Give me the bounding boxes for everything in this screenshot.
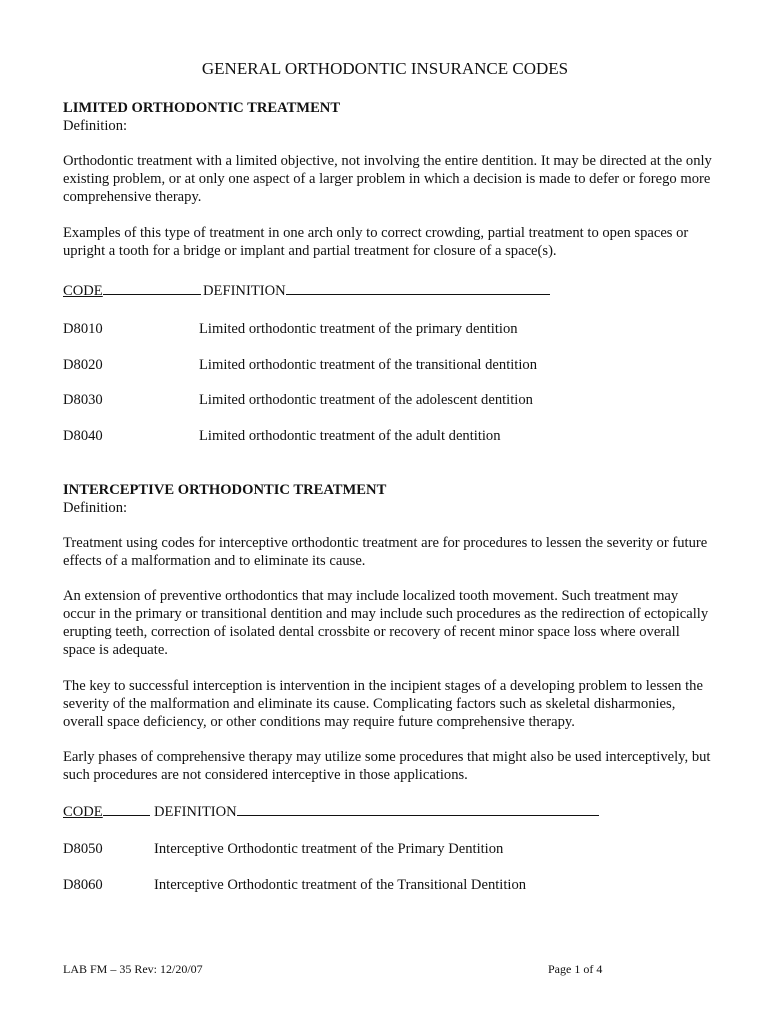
limited-paragraph: Examples of this type of treatment in one arch only to correct crowding, partial treatment to open spaces or upright a tooth for a bridge or implant and partial treatment for closure of a space(s). xyxy=(63,225,689,259)
code-cell: D8010 xyxy=(63,321,103,337)
header-underline xyxy=(237,802,599,816)
interceptive-definition-header xyxy=(154,802,599,821)
definition-cell: Limited orthodontic treatment of the transitional dentition xyxy=(199,357,538,373)
code-cell: D8060 xyxy=(63,877,103,893)
interceptive-paragraph: The key to successful interception is intervention in the incipient stages of a developing problem to lessen the severity of the malformation and eliminate its cause. Complicating factors such as skeletal disharmonies, overall space deficiency, or other conditions may require future comprehensive therapy. xyxy=(63,678,703,730)
header-underline xyxy=(103,281,201,295)
limited-paragraph: Orthodontic treatment with a limited objective, not involving the entire dentition. It may be directed at the only existing problem, or at only one aspect of a larger problem in which a decision is made to defer or forego more comprehensive therapy. xyxy=(63,153,712,205)
limited-section-heading: LIMITED ORTHODONTIC TREATMENT xyxy=(63,100,341,116)
footer-page-number: Page 1 of 4 xyxy=(548,962,603,976)
column-header-definition: DEFINITION xyxy=(203,283,286,299)
definition-cell: Limited orthodontic treatment of the adult dentition xyxy=(199,428,501,444)
interceptive-code-header xyxy=(63,802,150,821)
definition-cell: Limited orthodontic treatment of the primary dentition xyxy=(199,321,518,337)
definition-cell: Limited orthodontic treatment of the adolescent dentition xyxy=(199,392,533,408)
limited-code-header xyxy=(63,281,201,300)
code-cell: D8040 xyxy=(63,428,103,444)
header-underline xyxy=(286,281,550,295)
code-cell: D8020 xyxy=(63,357,103,373)
code-cell: D8030 xyxy=(63,392,103,408)
code-cell: D8050 xyxy=(63,841,103,857)
column-header-code: CODE xyxy=(63,283,103,299)
limited-definition-label: Definition: xyxy=(63,118,128,134)
column-header-definition: DEFINITION xyxy=(154,804,237,820)
interceptive-paragraph: Early phases of comprehensive therapy may utilize some procedures that might also be used interceptively, but such procedures are not considered interceptive in those applications. xyxy=(63,749,711,783)
definition-cell: Interceptive Orthodontic treatment of the Transitional Dentition xyxy=(154,877,527,893)
interceptive-definition-label: Definition: xyxy=(63,500,128,516)
interceptive-paragraph: Treatment using codes for interceptive orthodontic treatment are for procedures to lessen the severity or future effects of a malformation and to eliminate its cause. xyxy=(63,535,708,569)
limited-definition-header xyxy=(203,281,550,300)
footer-form-revision: LAB FM – 35 Rev: 12/20/07 xyxy=(63,962,203,976)
column-header-code: CODE xyxy=(63,804,103,820)
definition-cell: Interceptive Orthodontic treatment of the Primary Dentition xyxy=(154,841,504,857)
interceptive-section-heading: INTERCEPTIVE ORTHODONTIC TREATMENT xyxy=(63,482,387,498)
interceptive-paragraph: An extension of preventive orthodontics that may include localized tooth movement. Such treatment may occur in the primary or transitional dentition and may include such procedures as the redirection of ectopically erupting teeth, correction of isolated dental crossbite or recovery of recent minor space loss where overall space is adequate. xyxy=(63,588,709,658)
document-title: GENERAL ORTHODONTIC INSURANCE CODES xyxy=(201,59,569,78)
header-underline xyxy=(103,802,150,816)
